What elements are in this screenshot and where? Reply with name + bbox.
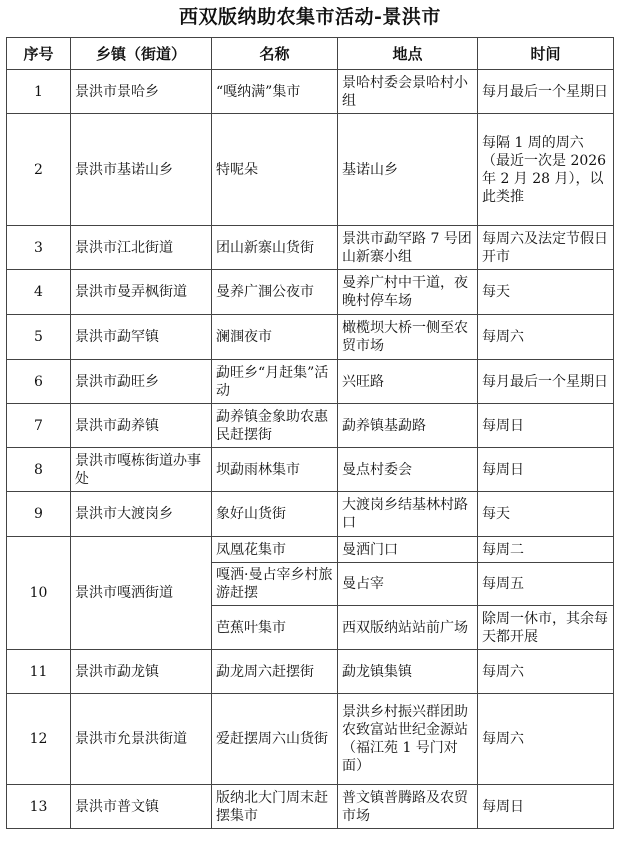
row-place: 兴旺路 <box>338 360 478 404</box>
row-index: 13 <box>7 785 71 829</box>
row-time: 每月最后一个星期日 <box>478 70 614 114</box>
row-town: 景洪市勐罕镇 <box>71 315 212 360</box>
row-market-name: 版纳北大门周末赶摆集市 <box>212 785 338 829</box>
table-row <box>7 270 614 315</box>
row-market-name: “嘎纳满”集市 <box>212 70 338 114</box>
row-index: 10 <box>7 537 71 650</box>
row-place: 橄榄坝大桥一侧至农贸市场 <box>338 315 478 360</box>
row-market-name: 曼养广涠公夜市 <box>212 270 338 315</box>
row-town: 景洪市江北街道 <box>71 226 212 270</box>
row-market-name: 象好山货街 <box>212 492 338 537</box>
row-town: 景洪市勐龙镇 <box>71 650 212 694</box>
row-place: 基诺山乡 <box>338 114 478 226</box>
row-index: 4 <box>7 270 71 315</box>
table-row <box>7 70 614 114</box>
row-market-name: 坝勐雨林集市 <box>212 448 338 492</box>
row-town: 景洪市勐养镇 <box>71 404 212 448</box>
table-row <box>7 360 614 404</box>
row-place: 大渡岗乡结基林村路口 <box>338 492 478 537</box>
row-index: 2 <box>7 114 71 226</box>
row-time: 每周六 <box>478 694 614 785</box>
table-row <box>7 226 614 270</box>
row-town: 景洪市曼弄枫街道 <box>71 270 212 315</box>
table-row <box>7 785 614 829</box>
row-place: 勐龙镇集镇 <box>338 650 478 694</box>
row-time: 每周日 <box>478 785 614 829</box>
row-time: 每周六 <box>478 650 614 694</box>
row-place: 勐养镇基勐路 <box>338 404 478 448</box>
row-market-name: 团山新寨山货街 <box>212 226 338 270</box>
row-town: 景洪市嘎栋街道办事处 <box>71 448 212 492</box>
row-place: 曼占宰 <box>338 563 478 606</box>
row-index: 8 <box>7 448 71 492</box>
row-town: 景洪市勐旺乡 <box>71 360 212 404</box>
row-market-name: 勐龙周六赶摆街 <box>212 650 338 694</box>
market-table <box>6 37 614 829</box>
row-town: 景洪市基诺山乡 <box>71 114 212 226</box>
row-index: 3 <box>7 226 71 270</box>
row-time: 每周二 <box>478 537 614 563</box>
header-place: 地点 <box>338 38 478 70</box>
table-row <box>7 448 614 492</box>
row-place: 景洪市勐罕路 7 号团山新寨小组 <box>338 226 478 270</box>
row-time: 每天 <box>478 492 614 537</box>
row-place: 曼洒门口 <box>338 537 478 563</box>
table-row <box>7 114 614 226</box>
row-market-name: 勐养镇金象助农惠民赶摆街 <box>212 404 338 448</box>
row-market-name: 爱赶摆周六山货街 <box>212 694 338 785</box>
row-market-name: 勐旺乡“月赶集”活动 <box>212 360 338 404</box>
row-place: 曼点村委会 <box>338 448 478 492</box>
table-row <box>7 404 614 448</box>
row-time: 每隔 1 周的周六（最近一次是 2026 年 2 月 28 月），以此类推 <box>478 114 614 226</box>
table-header-row <box>7 38 614 70</box>
table-row <box>7 492 614 537</box>
row-market-name: 澜涠夜市 <box>212 315 338 360</box>
row-place: 普文镇普腾路及农贸市场 <box>338 785 478 829</box>
row-index: 6 <box>7 360 71 404</box>
row-time: 每月最后一个星期日 <box>478 360 614 404</box>
row-town: 景洪市允景洪街道 <box>71 694 212 785</box>
row-time: 每周日 <box>478 404 614 448</box>
header-town: 乡镇（街道） <box>71 38 212 70</box>
row-time: 每天 <box>478 270 614 315</box>
header-name: 名称 <box>212 38 338 70</box>
table-row <box>7 694 614 785</box>
row-index: 1 <box>7 70 71 114</box>
row-place: 景洪乡村振兴群团助农致富站世纪金源站（福江苑 1 号门对面） <box>338 694 478 785</box>
row-market-name: 芭蕉叶集市 <box>212 606 338 650</box>
table-row <box>7 650 614 694</box>
row-market-name: 嘎洒·曼占宰乡村旅游赶摆 <box>212 563 338 606</box>
table-row <box>7 315 614 360</box>
row-place: 西双版纳站站前广场 <box>338 606 478 650</box>
row-index: 12 <box>7 694 71 785</box>
row-place: 曼养广村中干道，夜晚村停车场 <box>338 270 478 315</box>
row-time: 每周日 <box>478 448 614 492</box>
row-market-name: 凤凰花集市 <box>212 537 338 563</box>
row-time: 除周一休市，其余每天都开展 <box>478 606 614 650</box>
row-town: 景洪市大渡岗乡 <box>71 492 212 537</box>
header-index: 序号 <box>7 38 71 70</box>
header-time: 时间 <box>478 38 614 70</box>
row-time: 每周六 <box>478 315 614 360</box>
row-index: 11 <box>7 650 71 694</box>
table-row <box>7 537 614 563</box>
row-place: 景哈村委会景哈村小组 <box>338 70 478 114</box>
row-town: 景洪市嘎洒街道 <box>71 537 212 650</box>
row-town: 景洪市景哈乡 <box>71 70 212 114</box>
row-town: 景洪市普文镇 <box>71 785 212 829</box>
row-index: 5 <box>7 315 71 360</box>
row-index: 7 <box>7 404 71 448</box>
row-time: 每周五 <box>478 563 614 606</box>
page-title: 西双版纳助农集市活动-景洪市 <box>179 6 441 28</box>
row-time: 每周六及法定节假日开市 <box>478 226 614 270</box>
row-market-name: 特呢朵 <box>212 114 338 226</box>
row-index: 9 <box>7 492 71 537</box>
